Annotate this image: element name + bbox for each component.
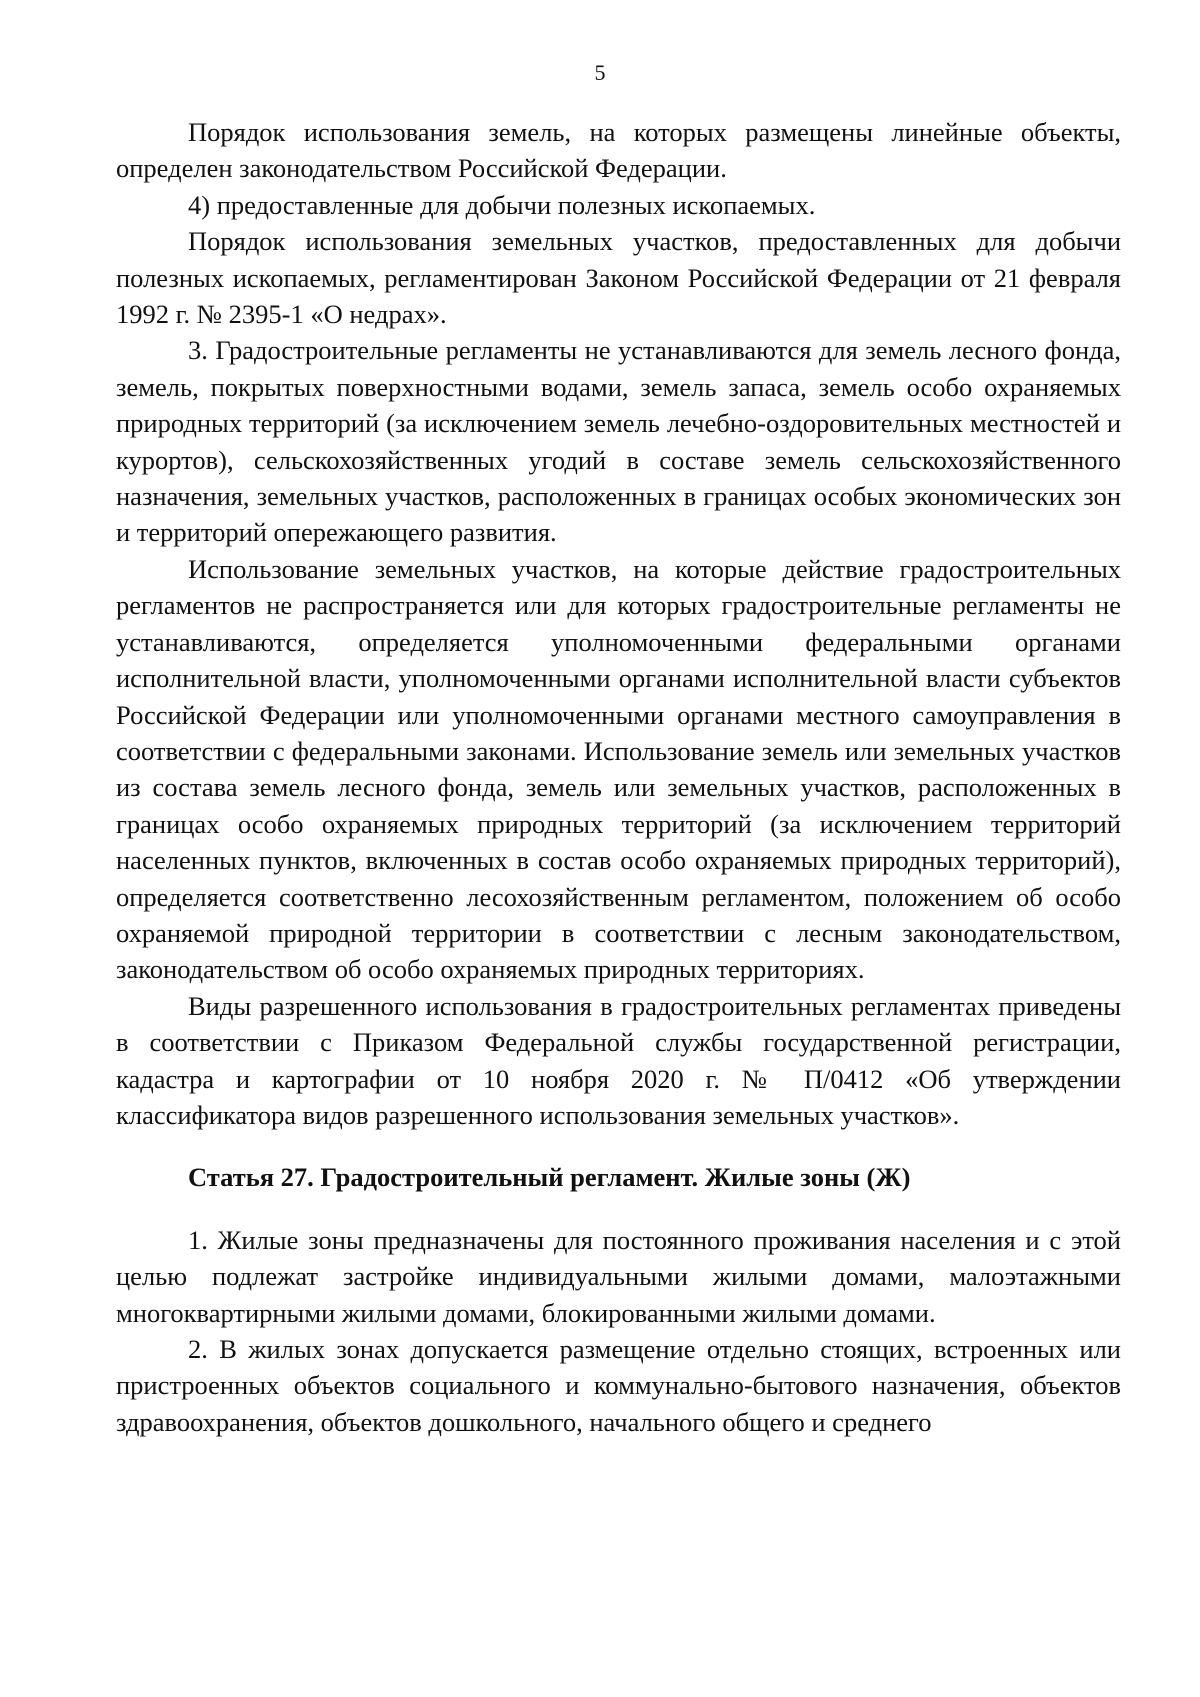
paragraph-residential-zones-allowed: 2. В жилых зонах допускается размещение отдельно стоящих, встроенных или пристроенных объектов социального и коммунально-бытового назначения, объектов здравоохранения, объектов дошкольного, начального общего и среднего — [116, 1334, 1121, 1437]
paragraph-permitted-use-types: Виды разрешенного использования в градостроительных регламентах приведены в соответствии с Приказом Федеральной службы государственной регистрации, кадастра и картографии от 10 ноября 2020 г. № П/0412 «Об утверждении классификатора видов разрешенного использования земельных участков». — [116, 990, 1121, 1130]
paragraph-mineral-extraction-item: 4) предоставленные для добычи полезных ископаемых. — [188, 189, 816, 220]
paragraph-mineral-extraction-order: Порядок использования земельных участков, предоставленных для добычи полезных ископаемых, регламентирован Законом Российской Федерации от 21 февраля 1992 г. № 2395-1 «О недрах». — [116, 226, 1121, 330]
article-heading: Статья 27. Градостроительный регламент. Жилые зоны (Ж) — [188, 1162, 911, 1193]
paragraph-linear-objects: Порядок использования земель, на которых размещены линейные объекты, определен законодательством Российской Федерации. — [116, 117, 1121, 184]
page-number: 5 — [594, 60, 606, 85]
document-body — [116, 114, 1121, 1440]
paragraph-residential-zones-purpose: 1. Жилые зоны предназначены для постоянного проживания населения и с этой целью подлежат застройке индивидуальными жилыми домами, малоэтажными многоквартирными жилыми домами, блокированными жилыми домами. — [116, 1224, 1121, 1328]
paragraph-land-use-authority: Использование земельных участков, на которые действие градостроительных регламентов не распространяется или для которых градостроительные регламенты не устанавливаются, определяется уполномоченными федеральными органами исполнительной власти, уполномоченными органами исполнительной власти субъектов Российской Федерации или уполномоченными органами местного самоуправления в соответствии с федеральными законами. Использование земель или земельных участков из состава земель лесного фонда, земель или земельных участков, расположенных в границах особо охраняемых природных территорий (за исключением территорий населенных пунктов, включенных в состав особо охраняемых природных территорий), определяется соответственно лесохозяйственным регламентом, положением об особо охраняемой природной территории в соответствии с лесным законодательством, законодательством об особо охраняемых природных территориях. — [116, 553, 1121, 985]
paragraph-regulations-not-established: 3. Градостроительные регламенты не устанавливаются для земель лесного фонда, земель, покрытых поверхностными водами, земель запаса, земель особо охраняемых природных территорий (за исключением земель лечебно-оздоровительных местностей и курортов), сельскохозяйственных угодий в составе земель сельскохозяйственного назначения, земельных участков, расположенных в границах особых экономических зон и территорий опережающего развития. — [116, 335, 1121, 548]
